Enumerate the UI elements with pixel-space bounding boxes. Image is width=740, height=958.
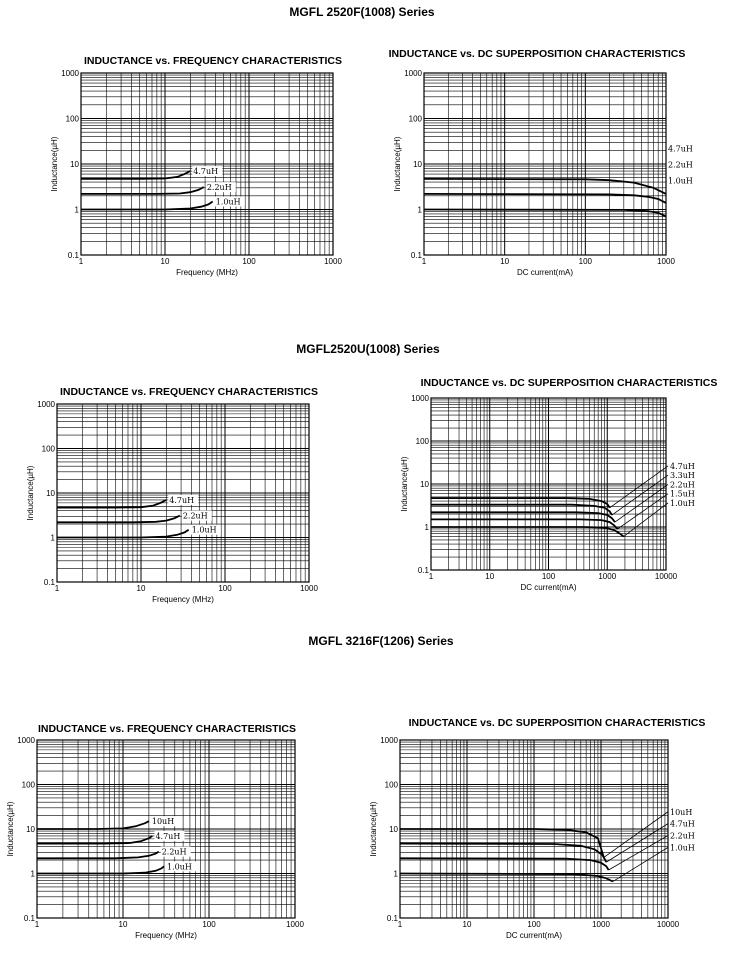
x-tick-label: 100: [218, 584, 232, 593]
y-axis-label: Inductance(µH): [369, 801, 378, 857]
y-tick-label: 10: [70, 160, 79, 169]
x-axis-label: DC current(mA): [516, 268, 574, 277]
chart-title: INDUCTANCE vs. DC SUPERPOSITION CHARACTERISTICS: [388, 48, 686, 60]
y-tick-label: 1000: [17, 736, 35, 745]
y-tick-label: 0.1: [23, 914, 35, 923]
chart-title: INDUCTANCE vs. DC SUPERPOSITION CHARACTERISTICS: [420, 377, 718, 389]
series-line: [424, 194, 666, 203]
series-line: [37, 852, 159, 859]
x-tick-label: 10: [160, 257, 170, 266]
y-tick-label: 0.1: [417, 566, 429, 575]
y-tick-label: 0.1: [67, 251, 79, 260]
x-tick-label: 1: [54, 584, 60, 593]
series-line: [37, 821, 149, 829]
series-label: 4.7uH: [155, 831, 181, 841]
y-tick-label: 10: [389, 825, 398, 834]
series-label: 1.0uH: [670, 498, 695, 508]
y-axis-label: Inductance(µH): [50, 136, 59, 192]
x-axis-label: Frequency (MHz): [176, 268, 238, 277]
x-tick-label: 1000: [300, 584, 318, 593]
chart-inductance-vs-dc-current-2520u: [400, 377, 717, 592]
section-title: MGFL 3216F(1206) Series: [308, 634, 454, 648]
label-leader-line: [610, 466, 668, 508]
y-tick-label: 10: [420, 480, 429, 489]
chart-inductance-vs-frequency-2520u: [26, 386, 318, 604]
x-tick-label: 100: [202, 920, 216, 929]
y-tick-label: 0.1: [43, 578, 55, 587]
chart-title: INDUCTANCE vs. DC SUPERPOSITION CHARACTERISTICS: [408, 717, 706, 729]
x-tick-label: 100: [242, 257, 256, 266]
series-label: 4.7uH: [668, 144, 693, 154]
x-tick-label: 10: [485, 572, 495, 581]
y-tick-label: 1: [393, 869, 398, 879]
series-label: 1.0uH: [191, 525, 217, 535]
series-label: 1.5uH: [670, 489, 695, 499]
series-label: 1.0uH: [670, 843, 695, 853]
label-leader-line: [604, 812, 668, 858]
x-tick-label: 10000: [656, 920, 680, 929]
x-tick-label: 1000: [324, 257, 342, 266]
y-tick-label: 10: [46, 489, 55, 498]
series-label: 4.7uH: [670, 461, 695, 471]
series-label: 1.0uH: [167, 862, 192, 872]
series-label: 1.0uH: [215, 197, 241, 207]
y-tick-label: 1: [424, 523, 429, 532]
series-label: 3.3uH: [670, 471, 695, 481]
series-line: [57, 516, 180, 523]
section-title: MGFL2520U(1008) Series: [296, 342, 440, 356]
x-tick-label: 1000: [657, 257, 675, 266]
series-line: [81, 202, 213, 210]
chart-inductance-vs-frequency-2520f: [50, 55, 342, 277]
x-tick-label: 1000: [598, 572, 617, 581]
y-tick-label: 1: [30, 869, 35, 879]
x-tick-label: 1: [428, 572, 434, 581]
x-tick-label: 10: [136, 584, 146, 593]
x-tick-label: 1: [34, 920, 40, 929]
series-label: 2.2uH: [161, 847, 187, 857]
y-tick-label: 1000: [411, 394, 429, 403]
x-axis-label: Frequency (MHz): [135, 931, 197, 940]
x-tick-label: 10: [462, 920, 472, 929]
x-axis-label: Frequency (MHz): [152, 595, 214, 604]
series-label: 1.0uH: [668, 176, 693, 186]
x-tick-label: 1: [78, 257, 84, 266]
series-label: 10uH: [151, 817, 175, 827]
grid: [57, 404, 309, 582]
grid: [431, 398, 666, 570]
series-line: [57, 530, 189, 538]
y-tick-label: 100: [41, 444, 55, 454]
y-axis-label: Inductance(µH): [393, 136, 402, 192]
y-tick-label: 1: [417, 205, 422, 215]
y-tick-label: 10: [413, 160, 422, 169]
y-tick-label: 100: [384, 780, 398, 790]
y-tick-label: 1000: [61, 69, 79, 78]
chart-title: INDUCTANCE vs. FREQUENCY CHARACTERISTICS: [59, 386, 319, 398]
chart-inductance-vs-dc-current-3216f: [369, 717, 705, 940]
x-tick-label: 100: [527, 920, 541, 929]
y-tick-label: 1000: [380, 736, 398, 745]
y-tick-label: 0.1: [386, 914, 398, 923]
y-tick-label: 1: [74, 205, 79, 215]
y-axis-label: Inductance(µH): [400, 456, 409, 512]
x-tick-label: 1: [421, 257, 427, 266]
y-tick-label: 100: [65, 114, 79, 124]
series-label: 10uH: [670, 807, 693, 817]
y-tick-label: 100: [21, 780, 35, 790]
y-tick-label: 1000: [37, 400, 55, 409]
series-label: 4.7uH: [670, 819, 695, 829]
y-tick-label: 100: [408, 114, 422, 124]
series-label: 2.2uH: [670, 480, 695, 490]
y-tick-label: 0.1: [410, 251, 422, 260]
y-axis-label: Inductance(µH): [6, 801, 15, 857]
x-tick-label: 10: [118, 920, 128, 929]
x-tick-label: 1: [397, 920, 403, 929]
x-tick-label: 1000: [286, 920, 304, 929]
x-tick-label: 1000: [592, 920, 610, 929]
x-tick-label: 10000: [654, 572, 678, 581]
y-tick-label: 1: [50, 533, 55, 543]
series-label: 2.2uH: [182, 511, 208, 521]
series-label: 4.7uH: [169, 495, 195, 505]
chart-inductance-vs-dc-current-2520f: [389, 48, 693, 277]
chart-title: INDUCTANCE vs. FREQUENCY CHARACTERISTICS: [37, 723, 297, 735]
x-tick-label: 100: [578, 257, 593, 266]
series-label: 2.2uH: [206, 183, 232, 193]
series-label: 2.2uH: [670, 831, 695, 841]
x-tick-label: 100: [541, 572, 556, 581]
x-tick-label: 10: [500, 257, 510, 266]
series-label: 4.7uH: [193, 167, 219, 177]
series-line: [424, 210, 666, 217]
x-axis-label: DC current(mA): [505, 931, 563, 940]
section-title: MGFL 2520F(1008) Series: [289, 5, 435, 19]
series-line: [424, 179, 666, 194]
series-line: [37, 866, 164, 873]
series-label: 2.2uH: [668, 160, 693, 170]
series-line: [431, 527, 624, 537]
series-line: [81, 187, 204, 194]
grid: [424, 73, 666, 255]
y-axis-label: Inductance(µH): [26, 465, 35, 521]
y-tick-label: 100: [415, 437, 429, 446]
y-tick-label: 1000: [404, 69, 422, 78]
grid: [81, 73, 333, 255]
x-axis-label: DC current(mA): [520, 583, 577, 592]
y-tick-label: 10: [26, 825, 35, 834]
chart-title: INDUCTANCE vs. FREQUENCY CHARACTERISTICS: [83, 55, 343, 67]
chart-inductance-vs-frequency-3216f: [6, 723, 304, 940]
